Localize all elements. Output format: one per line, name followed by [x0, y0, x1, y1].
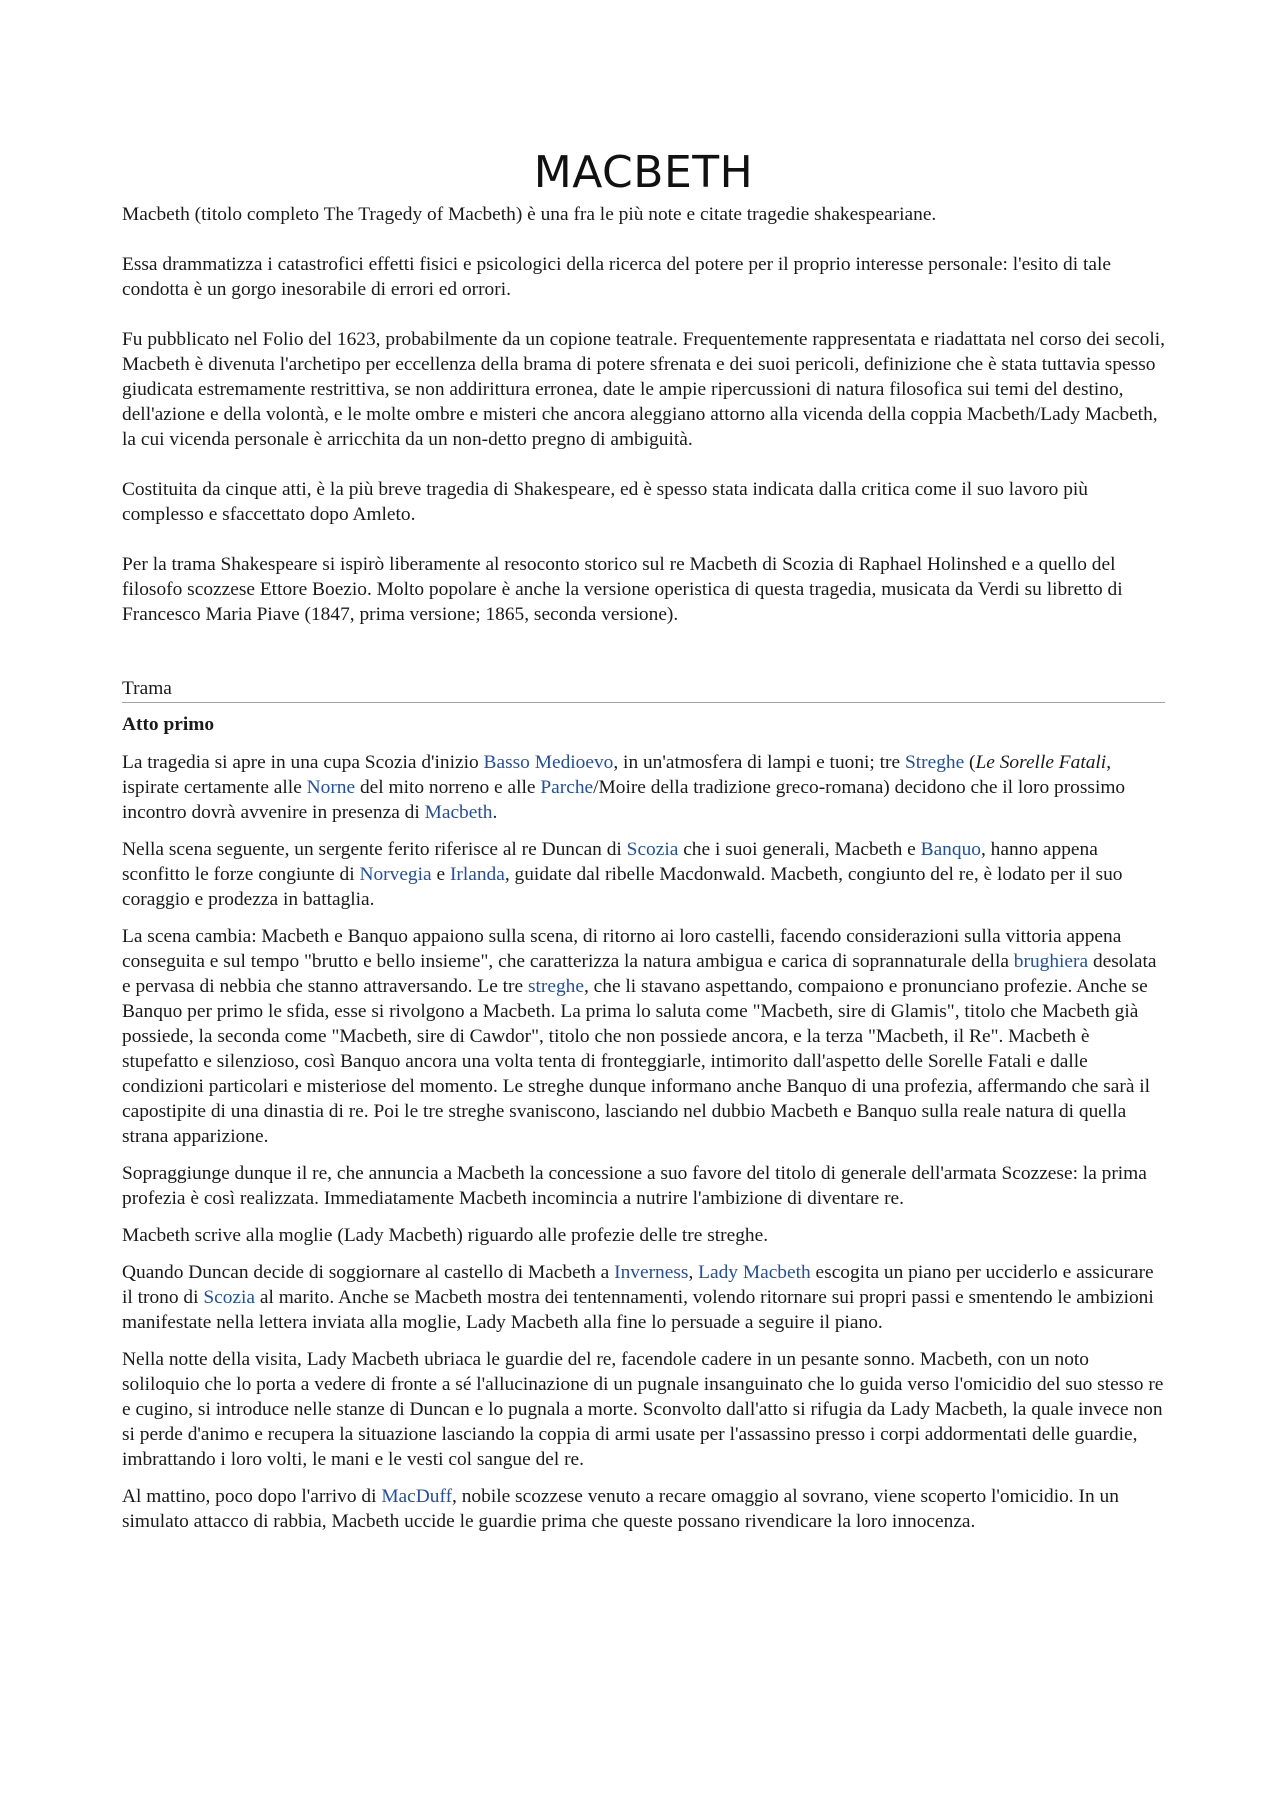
inline-link[interactable]: Streghe	[904, 752, 965, 773]
italic-text: Le Sorelle Fatali	[975, 752, 1107, 773]
paragraph-text: /Moire della tradizione greco-romana) decidono che il loro prossimo incontro dovrà avvenire in presenza di	[122, 777, 1126, 823]
intro-paragraph: Essa drammatizza i catastrofici effetti fisici e psicologici della ricerca del potere per il proprio interesse personale: l'esito di tale condotta è un gorgo inesorabile di errori ed orrori.	[122, 254, 1111, 300]
inline-link[interactable]: Basso Medioevo	[483, 752, 614, 773]
paragraph-text: , nobile scozzese venuto a recare omaggio al sovrano, viene scoperto l'omicidio. In un simulato attacco di rabbia, Macbeth uccide le guardie prima che queste possano rivendicare la loro innocenza.	[122, 1486, 1119, 1532]
paragraph-text: Macbeth scrive alla moglie (Lady Macbeth) riguardo alle profezie delle tre streghe.	[122, 1225, 769, 1246]
inline-link[interactable]: Macbeth	[424, 802, 493, 823]
paragraph-text: .	[492, 802, 498, 823]
inline-link[interactable]: streghe	[527, 976, 584, 997]
paragraph-text: Quando Duncan decide di soggiornare al castello di Macbeth a	[122, 1262, 615, 1283]
plot-paragraph	[122, 1347, 1165, 1472]
page-title: MACBETH	[533, 147, 754, 198]
paragraph-text: Sopraggiunge dunque il re, che annuncia a Macbeth la concessione a suo favore del titolo di generale dell'armata Scozzese: la prima profezia è così realizzata. Immediatamente Macbeth incomincia a nutrire l'ambizione di diventare re.	[122, 1163, 1147, 1209]
paragraph-text: Nella scena seguente, un sergente ferito riferisce al re Duncan di	[122, 839, 627, 860]
paragraph-text: che i suoi generali, Macbeth e	[678, 839, 921, 860]
paragraph-text: (	[964, 752, 976, 773]
paragraph-text: , che li stavano aspettando, compaiono e pronunciano profezie. Anche se Banquo per primo le sfida, esse si rivolgono a Macbeth. La prima lo saluta come "Macbeth, sire di Glamis", titolo che Macbeth già possiede, la seconda come "Macbeth, sire di Cawdor", titolo che non possiede ancora, e la terza "Macbeth, il Re". Macbeth è stupefatto e silenzioso, così Banquo ancora una volta tenta di fronteggiarle, intimorito dall'aspetto delle Sorelle Fatali e dalle condizioni particolari e misteriose del momento. Le streghe dunque informano anche Banquo di una profezia, affermando che sarà il capostipite di una dinastia di re. Poi le tre streghe svaniscono, lasciando nel dubbio Macbeth e Banquo sulla reale natura di quella strana apparizione.	[122, 976, 1151, 1147]
inline-link[interactable]: brughiera	[1013, 951, 1089, 972]
intro-section	[122, 202, 1165, 627]
intro-paragraph: Fu pubblicato nel Folio del 1623, probabilmente da un copione teatrale. Frequentemente rappresentata e riadattata nel corso dei secoli, Macbeth è divenuta l'archetipo per eccellenza della brama di potere sfrenata e dei suoi pericoli, definizione che è stata tuttavia spesso giudicata estremamente restrittiva, se non addirittura erronea, date le ampie ripercussioni di natura filosofica sui temi del destino, dell'azione e della volontà, e le molte ombre e misteri che ancora aleggiano attorno alla vicenda della coppia Macbeth/Lady Macbeth, la cui vicenda personale è arricchita da un non-detto pregno di ambiguità.	[122, 329, 1165, 450]
paragraph-text: ,	[688, 1262, 699, 1283]
inline-link[interactable]: Lady Macbeth	[698, 1262, 811, 1283]
inline-link[interactable]: Parche	[540, 777, 594, 798]
paragraph-text: escogita un piano per ucciderlo e assicurare il trono di	[122, 1262, 1154, 1308]
inline-link[interactable]: MacDuff	[381, 1486, 453, 1507]
section-subheading: Atto primo	[122, 714, 215, 735]
inline-link[interactable]: Inverness	[614, 1262, 689, 1283]
paragraph-text: del mito norreno e alle	[355, 777, 541, 798]
paragraph-text: Nella notte della visita, Lady Macbeth ubriaca le guardie del re, facendole cadere in un pesante sonno. Macbeth, con un noto soliloquio che lo porta a vedere di fronte a sé l'allucinazione di un pugnale insanguinato che lo guida verso l'omicidio del suo stesso re e cugino, si introduce nelle stanze di Duncan e lo pugnala a morte. Sconvolto dall'atto si rifugia da Lady Macbeth, la quale invece non si perde d'animo e recupera la situazione lasciando la coppia di armi usate per l'assassino presso i corpi addormentati delle guardie, imbrattando i loro volti, le mani e le vesti col sangue del re.	[122, 1349, 1164, 1470]
paragraph-text: La tragedia si apre in una cupa Scozia d'inizio	[122, 752, 484, 773]
paragraph-text: al marito. Anche se Macbeth mostra dei tentennamenti, volendo ritornare sui propri passi e smentendo le ambizioni manifestate nella lettera inviata alla moglie, Lady Macbeth alla fine lo persuade a seguire il piano.	[122, 1287, 1154, 1333]
paragraph-text: La scena cambia: Macbeth e Banquo appaiono sulla scena, di ritorno ai loro castelli, facendo considerazioni sulla vittoria appena conseguita e sul tempo "brutto e bello insieme", che caratterizza la natura ambigua e carica di soprannaturale della	[122, 926, 1122, 972]
section-heading: Trama	[122, 676, 1165, 703]
plot-paragraph	[122, 1260, 1165, 1335]
paragraph-text: , hanno appena sconfitto le forze congiunte di	[122, 839, 1098, 885]
inline-link[interactable]: Scozia	[626, 839, 679, 860]
plot-paragraph	[122, 837, 1165, 912]
paragraph-text: e	[431, 864, 450, 885]
paragraph-text: , guidate dal ribelle Macdonwald. Macbeth, congiunto del re, è lodato per il suo coraggio e prodezza in battaglia.	[122, 864, 1123, 910]
plot-paragraph	[122, 924, 1165, 1149]
plot-paragraph	[122, 750, 1165, 825]
inline-link[interactable]: Banquo	[920, 839, 981, 860]
paragraph-text: , ispirate certamente alle	[122, 752, 1112, 798]
inline-link[interactable]: Irlanda	[449, 864, 505, 885]
intro-paragraph: Per la trama Shakespeare si ispirò liberamente al resoconto storico sul re Macbeth di Scozia di Raphael Holinshed e a quello del filosofo scozzese Ettore Boezio. Molto popolare è anche la versione operistica di questa tragedia, musicata da Verdi su libretto di Francesco Maria Piave (1847, prima versione; 1865, seconda versione).	[122, 554, 1123, 625]
plot-paragraph	[122, 1223, 1165, 1248]
plot-paragraph	[122, 1484, 1165, 1534]
inline-link[interactable]: Scozia	[203, 1287, 256, 1308]
inline-link[interactable]: Norvegia	[359, 864, 432, 885]
paragraph-text: desolata e pervasa di nebbia che stanno attraversando. Le tre	[122, 951, 1157, 997]
intro-paragraph: Costituita da cinque atti, è la più breve tragedia di Shakespeare, ed è spesso stata indicata dalla critica come il suo lavoro più complesso e sfaccettato dopo Amleto.	[122, 479, 1088, 525]
inline-link[interactable]: Norne	[306, 777, 356, 798]
paragraph-text: Al mattino, poco dopo l'arrivo di	[122, 1486, 382, 1507]
plot-paragraph	[122, 1161, 1165, 1211]
intro-paragraph: Macbeth (titolo completo The Tragedy of Macbeth) è una fra le più note e citate tragedie shakespeariane.	[122, 204, 937, 225]
document-page	[122, 0, 1165, 1546]
plot-body	[122, 750, 1165, 1534]
paragraph-text: , in un'atmosfera di lampi e tuoni; tre	[613, 752, 905, 773]
